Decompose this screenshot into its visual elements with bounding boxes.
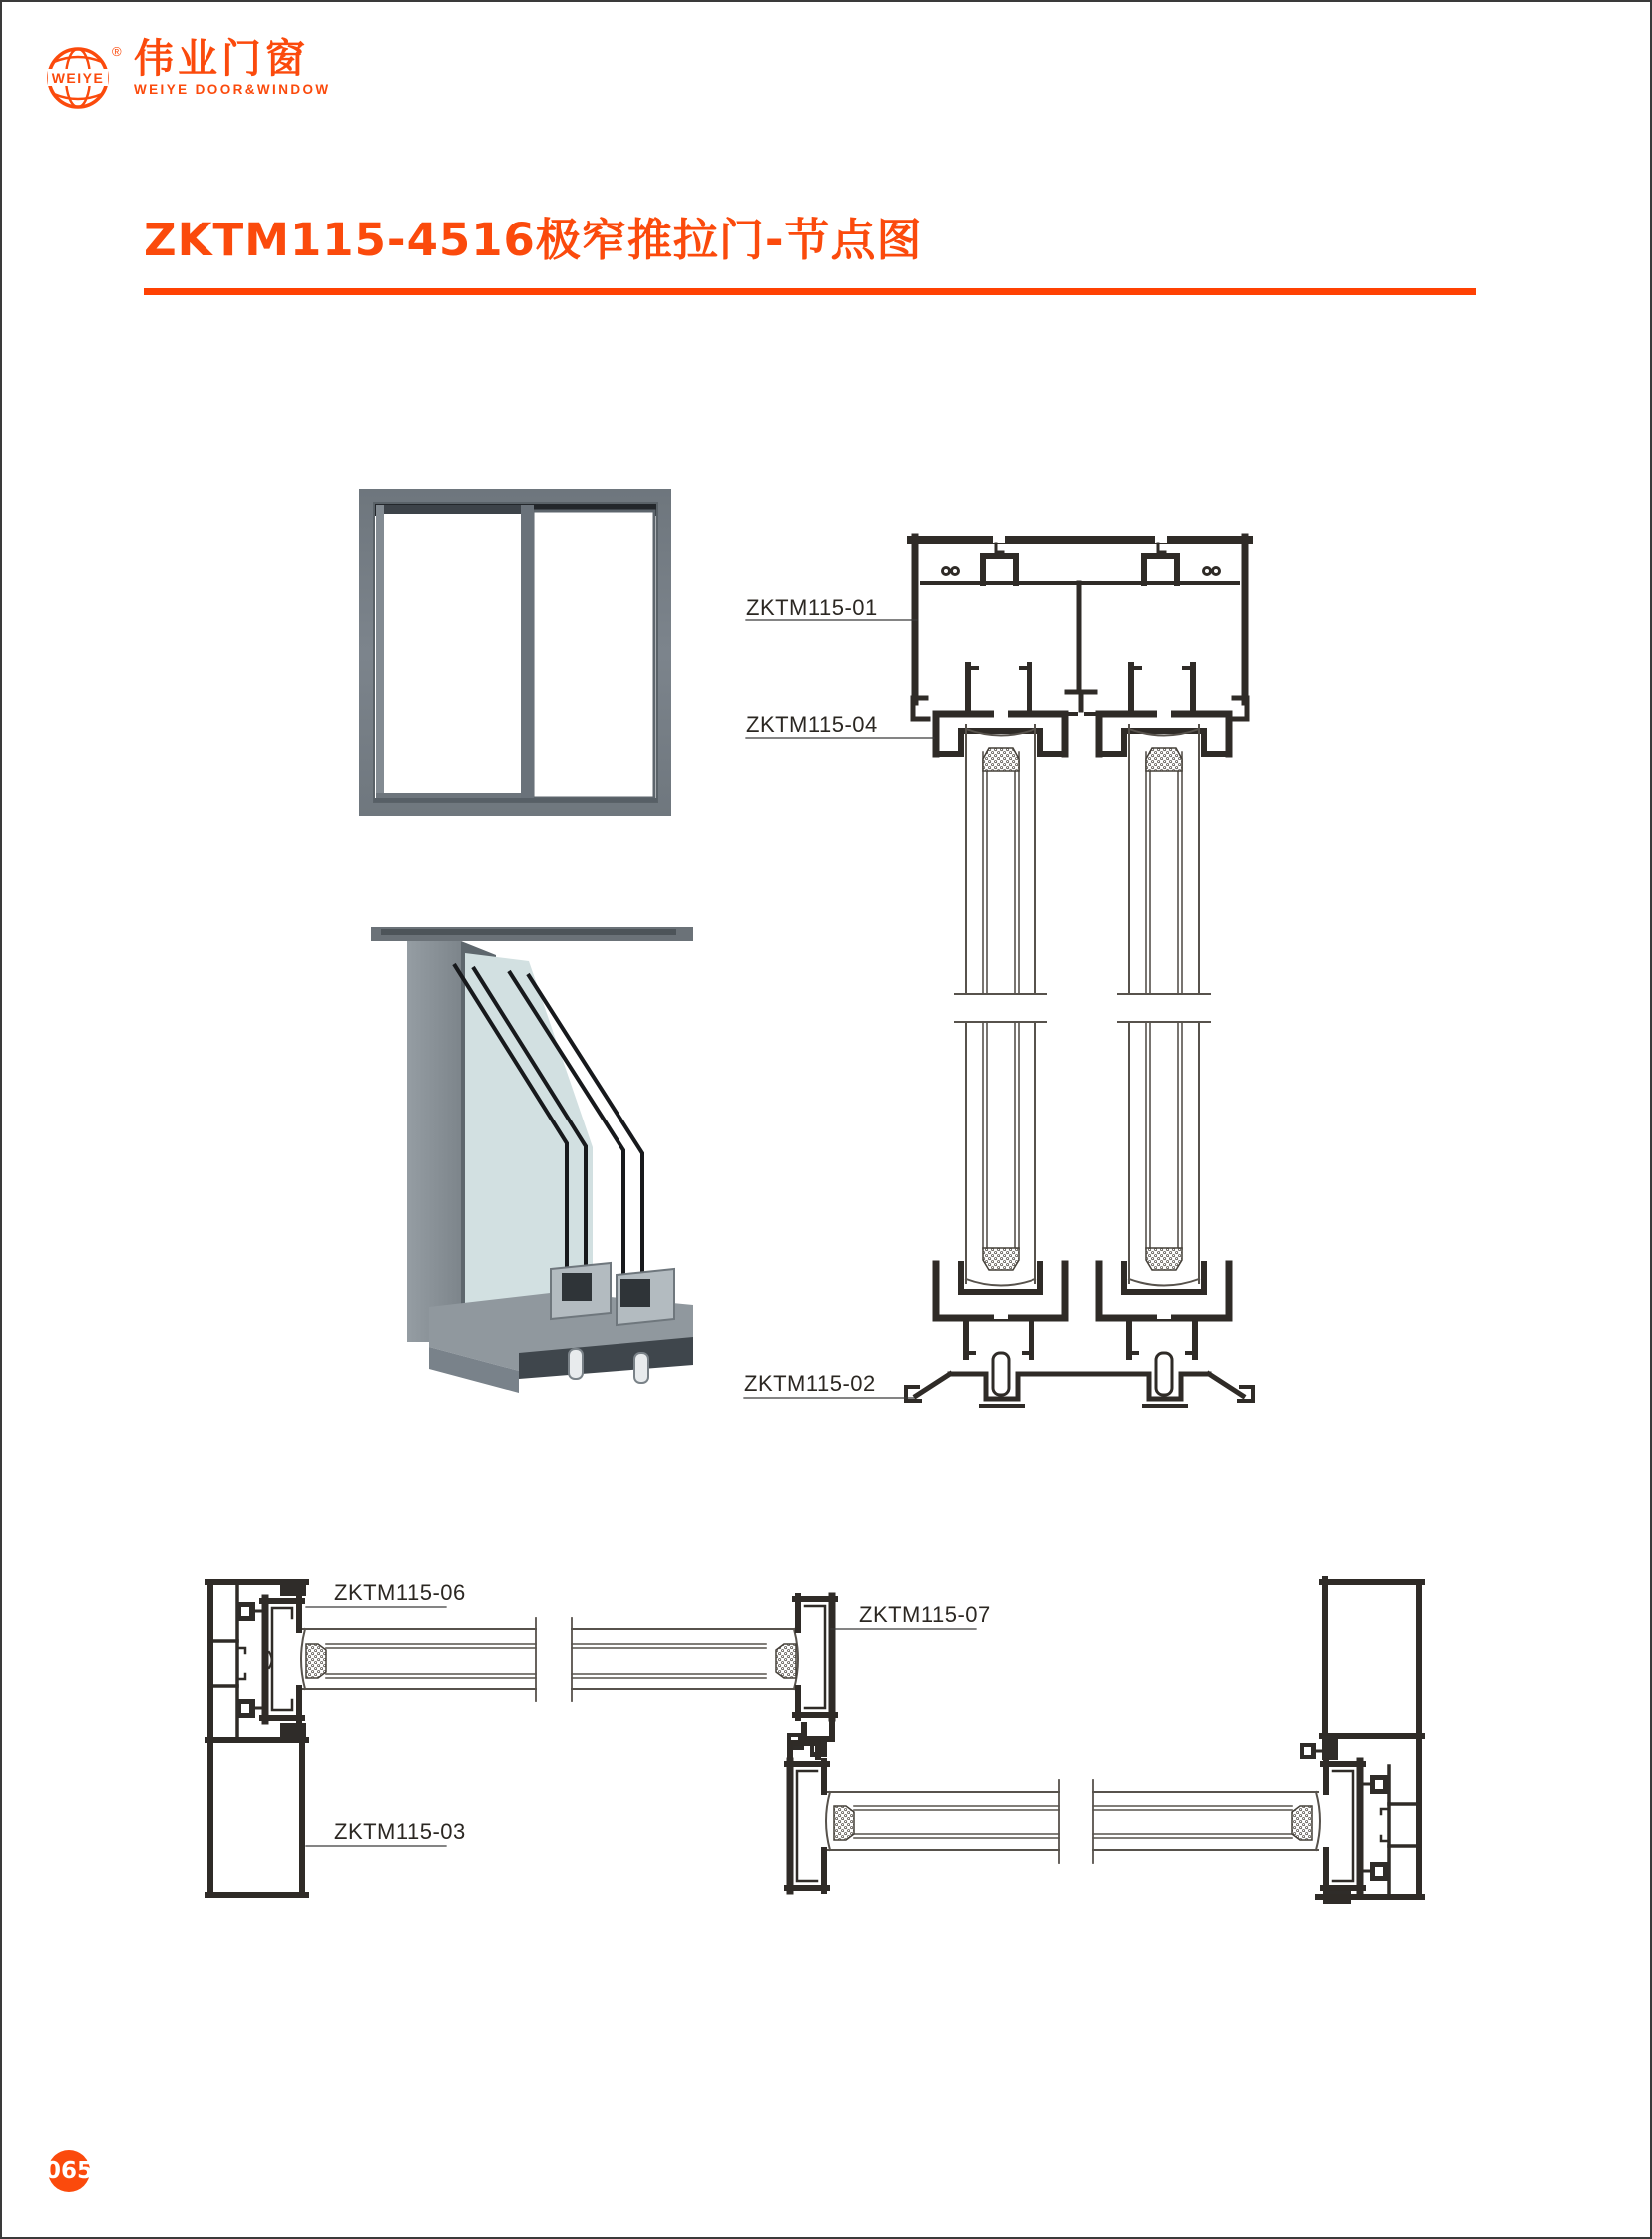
label-top-frame: ZKTM115-01 [746,595,878,620]
setting-block [983,748,1019,771]
globe-word: WEIYE [51,70,105,86]
corner-jamb [407,941,461,1342]
brand-name-en: WEIYE DOOR&WINDOW [134,82,331,97]
label-interlock: ZKTM115-07 [859,1602,991,1627]
label-carrier: ZKTM115-04 [746,712,878,737]
label-sash: ZKTM115-06 [334,1580,466,1605]
interlock-stile-profile [787,1596,835,1891]
roller [993,1353,1009,1395]
right-jamb-profile [1300,1579,1422,1904]
head-track-profile [911,533,1249,719]
registered-mark: ® [112,44,122,59]
page-number-badge: 065 [48,2150,90,2192]
left-jamb-profile [207,1579,306,1895]
glass-tint [465,953,593,1315]
door-panel-rear [533,511,654,798]
bottom-track-profile [906,1374,1253,1406]
sash-profile-06 [262,1598,302,1721]
glass-run-1 [301,1618,798,1701]
plan-section-drawing [207,1579,1422,1904]
brand-name-cn: 伟业门窗 [134,36,309,82]
label-bottom-track: ZKTM115-02 [744,1371,876,1396]
page-title: ZKTM115-4516极窄推拉门-节点图 [144,214,923,266]
setting-block [983,1248,1019,1270]
label-side-frame: ZKTM115-03 [334,1819,466,1844]
door-panel-front [376,505,534,801]
door-render-3d [359,489,671,816]
sliding-panel-section [936,665,1065,1395]
glass-run-2 [826,1780,1320,1863]
corner-render-3d [371,927,693,1393]
vertical-section-drawing [744,533,1253,1406]
